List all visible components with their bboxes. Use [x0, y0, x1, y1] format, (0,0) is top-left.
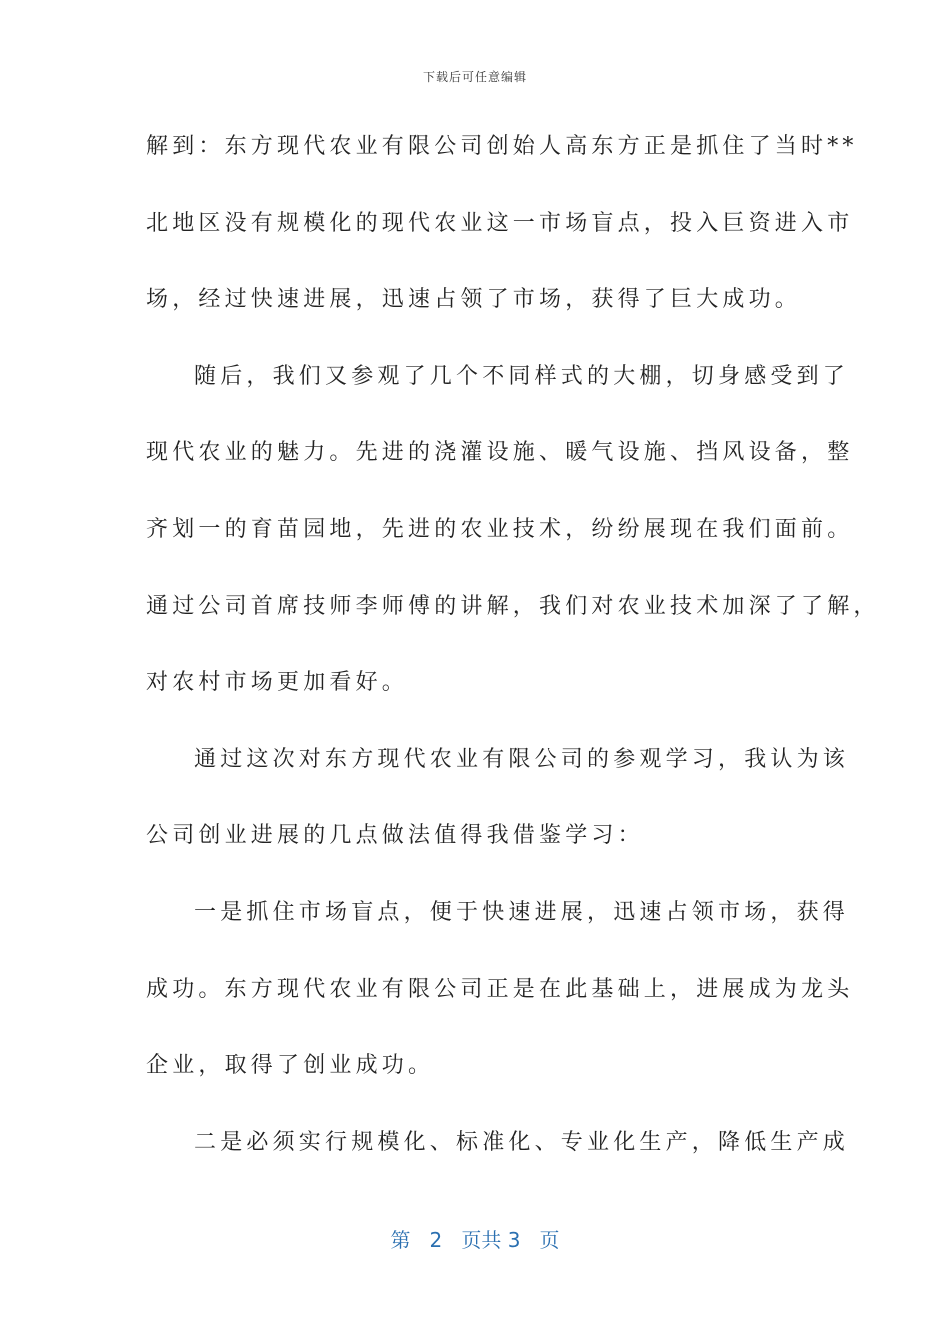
footer-total-pages: 3	[507, 1228, 521, 1252]
text-line: 企业，取得了创业成功。	[146, 1053, 435, 1079]
text-line: 解到：东方现代农业有限公司创始人高东方正是抓住了当时**	[146, 134, 858, 159]
text-line: 二是必须实行规模化、标准化、专业化生产，降低生产成	[194, 1129, 850, 1155]
footer-label-total: 页共	[461, 1228, 502, 1252]
footer-label-page: 第	[390, 1228, 411, 1252]
text-line: 对农村市场更加看好。	[146, 670, 409, 696]
text-line: 场，经过快速进展，迅速占领了市场，获得了巨大成功。	[146, 287, 802, 313]
text-line: 随后，我们又参观了几个不同样式的大棚，切身感受到了	[194, 363, 850, 389]
page-number-footer	[0, 1224, 950, 1253]
text-line: 通过公司首席技师李师傅的讲解，我们对农业技术加深了了解，	[146, 593, 880, 619]
text-line: 齐划一的育苗园地，先进的农业技术，纷纷展现在我们面前。	[146, 516, 854, 542]
text-line: 现代农业的魅力。先进的浇灌设施、暖气设施、挡风设备，整	[146, 440, 854, 466]
text-line: 通过这次对东方现代农业有限公司的参观学习，我认为该	[194, 746, 850, 772]
footer-label-end: 页	[539, 1228, 560, 1252]
text-line: 成功。东方现代农业有限公司正是在此基础上，进展成为龙头	[146, 976, 854, 1002]
body-text	[146, 124, 880, 1196]
header-note: 下载后可任意编辑	[422, 70, 527, 84]
text-line: 一是抓住市场盲点，便于快速进展，迅速占领市场，获得	[194, 899, 850, 925]
text-line: 公司创业进展的几点做法值得我借鉴学习：	[146, 823, 644, 849]
footer-current-page: 2	[429, 1228, 443, 1252]
text-line: 北地区没有规模化的现代农业这一市场盲点，投入巨资进入市	[146, 210, 854, 236]
